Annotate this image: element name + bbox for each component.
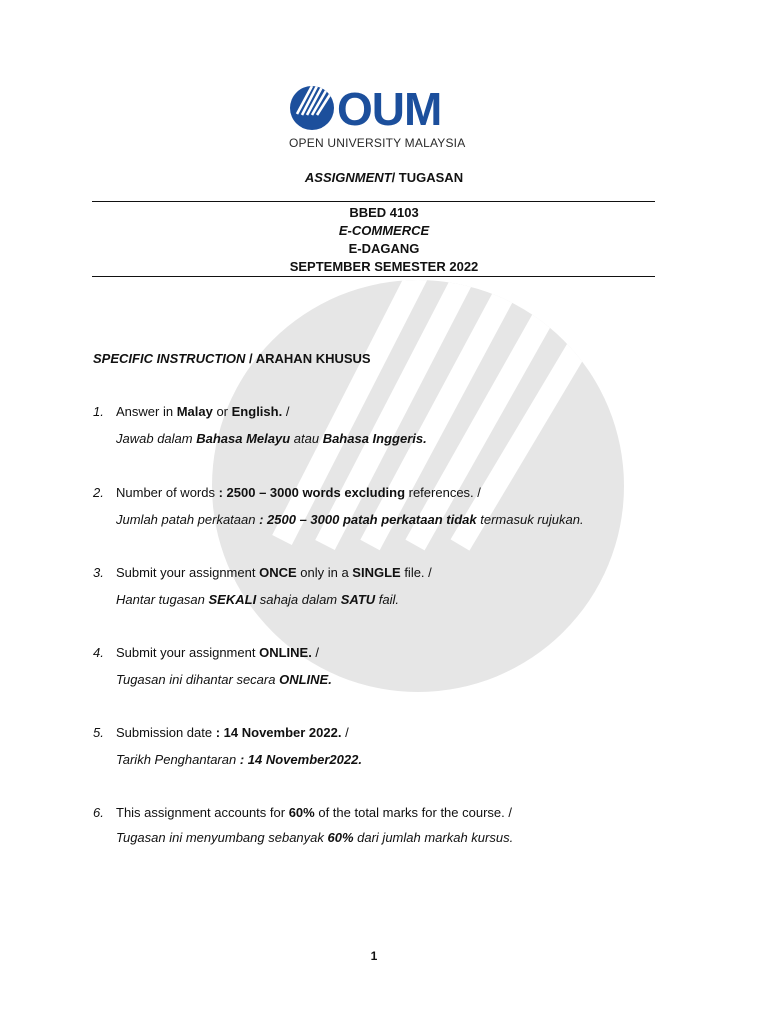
item-text-ms	[116, 431, 427, 446]
text-run: Submit your assignment	[116, 645, 260, 660]
item-number: 6.	[93, 805, 104, 820]
item-text-ms	[116, 672, 332, 687]
text-run: file. /	[400, 565, 432, 580]
text-run: English.	[231, 404, 283, 419]
text-run: : 14 November2022.	[239, 752, 362, 767]
item-text-ms	[116, 830, 513, 845]
text-run: ONCE	[259, 565, 297, 580]
item-number: 2.	[93, 485, 104, 500]
text-run: ONLINE.	[279, 672, 332, 687]
item-text-en	[116, 645, 319, 660]
text-run: Number of words	[116, 485, 219, 500]
instructions-heading-italic: SPECIFIC INSTRUCTION	[93, 351, 246, 366]
title-italic: ASSIGNMENT	[304, 170, 392, 185]
item-text-ms	[116, 592, 399, 607]
instructions-heading	[93, 351, 371, 366]
text-run: sahaja dalam	[256, 592, 341, 607]
text-run: references. /	[405, 485, 481, 500]
text-run: SATU	[340, 592, 376, 607]
item-number: 4.	[93, 645, 104, 660]
page-number: 1	[370, 949, 378, 963]
item-text-en	[116, 404, 289, 419]
course-code: BBED 4103	[349, 205, 419, 220]
item-number: 3.	[93, 565, 104, 580]
semester: SEPTEMBER SEMESTER 2022	[289, 259, 479, 274]
course-name-en: E-COMMERCE	[338, 223, 430, 238]
text-run: /	[282, 404, 290, 419]
title-rest: / TUGASAN	[391, 170, 464, 185]
text-run: or	[212, 404, 232, 419]
item-text-en	[116, 485, 481, 500]
item-number: 1.	[93, 404, 104, 419]
text-run: Submit your assignment	[116, 565, 260, 580]
course-name-ms: E-DAGANG	[348, 241, 420, 256]
divider-top	[92, 201, 655, 202]
text-run: Bahasa Inggeris.	[322, 431, 427, 446]
text-run: : 2500 – 3000 patah perkataan tidak	[259, 512, 477, 527]
item-number: 5.	[93, 725, 104, 740]
text-run: 60%	[327, 830, 354, 845]
text-run: This assignment accounts for	[116, 805, 289, 820]
text-run: Jumlah patah perkataan	[116, 512, 260, 527]
text-run: /	[341, 725, 349, 740]
text-run: only in a	[296, 565, 353, 580]
divider-bottom	[92, 276, 655, 277]
text-run: Tarikh Penghantaran	[116, 752, 240, 767]
text-run: Tugasan ini menyumbang sebanyak	[116, 830, 328, 845]
item-text-ms	[116, 512, 584, 527]
text-run: ONLINE.	[259, 645, 312, 660]
text-run: Hantar tugasan	[116, 592, 209, 607]
item-text-en	[116, 805, 512, 820]
text-run: Malay	[176, 404, 213, 419]
text-run: dari jumlah markah kursus.	[353, 830, 514, 845]
text-run: Submission date	[116, 725, 216, 740]
text-run: Tugasan ini dihantar secara	[116, 672, 280, 687]
text-run: 60%	[288, 805, 315, 820]
text-run: SINGLE	[352, 565, 401, 580]
text-run: SEKALI	[208, 592, 257, 607]
text-run: fail.	[375, 592, 400, 607]
text-run: Bahasa Melayu	[196, 431, 291, 446]
text-run: Answer in	[116, 404, 177, 419]
page-title	[0, 170, 768, 185]
item-text-ms	[116, 752, 362, 767]
text-run: : 2500 – 3000 words excluding	[218, 485, 406, 500]
text-run: Jawab dalam	[116, 431, 197, 446]
text-run: /	[311, 645, 320, 660]
text-run: of the total marks for the course. /	[314, 805, 512, 820]
item-text-en	[116, 725, 349, 740]
text-run: atau	[290, 431, 323, 446]
logo-subtitle: OPEN UNIVERSITY MALAYSIA	[289, 136, 466, 150]
text-run: : 14 November 2022.	[215, 725, 342, 740]
text-run: termasuk rujukan.	[476, 512, 584, 527]
item-text-en	[116, 565, 432, 580]
logo-wordmark: OUM	[337, 83, 442, 135]
instructions-heading-rest: / ARAHAN KHUSUS	[245, 351, 371, 366]
